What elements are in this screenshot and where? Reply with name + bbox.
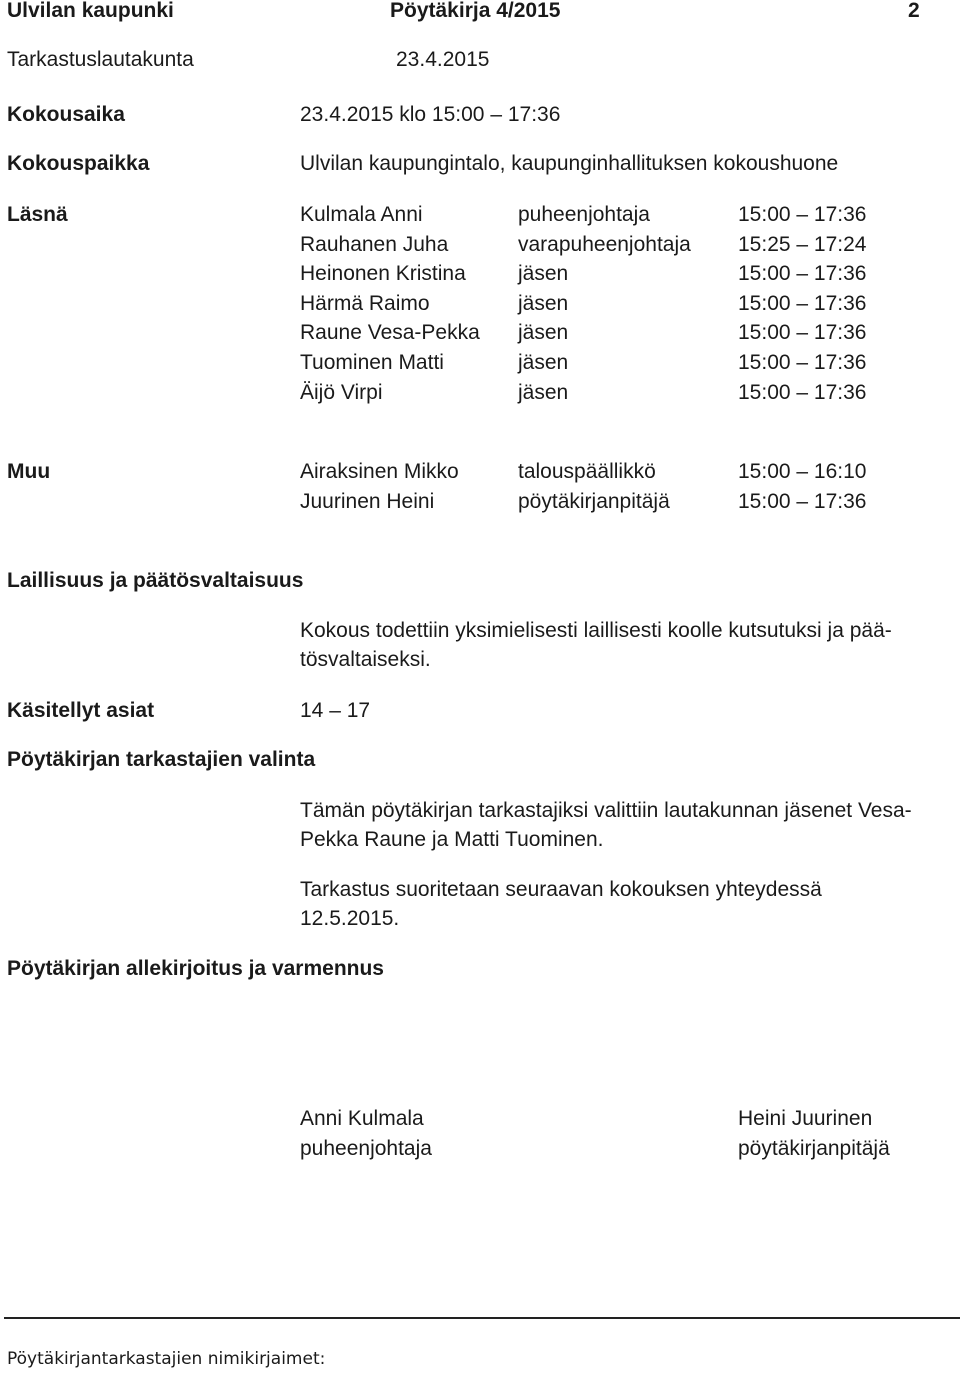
header-date: 23.4.2015 bbox=[396, 48, 490, 71]
footer-divider bbox=[4, 1317, 960, 1319]
present-label: Läsnä bbox=[7, 203, 68, 226]
attendee-role: jäsen bbox=[518, 351, 569, 374]
attendee-name: Raune Vesa-Pekka bbox=[300, 321, 480, 345]
attendee-role: jäsen bbox=[518, 321, 569, 345]
organization-name: Ulvilan kaupunki bbox=[7, 0, 174, 22]
inspection-text-line-2: 12.5.2015. bbox=[300, 907, 400, 930]
inspectors-heading: Pöytäkirjan tarkastajien valinta bbox=[7, 748, 316, 771]
meeting-place-value: Ulvilan kaupungintalo, kaupunginhallituksen kokoushuone bbox=[300, 152, 839, 175]
attendee-name: Juurinen Heini bbox=[300, 489, 435, 513]
meeting-time-value: 23.4.2015 klo 15:00 – 17:36 bbox=[300, 103, 561, 126]
signer-1-title: puheenjohtaja bbox=[300, 1137, 432, 1160]
attendee-role: talouspäällikkö bbox=[518, 460, 656, 483]
attendee-time: 15:00 – 17:36 bbox=[738, 351, 867, 374]
attendee-name: Tuominen Matti bbox=[300, 351, 444, 374]
attendee-time: 15:00 – 17:36 bbox=[738, 291, 867, 315]
attendee-time: 15:00 – 17:36 bbox=[738, 380, 867, 404]
inspection-text-line-1: Tarkastus suoritetaan seuraavan kokouksen yhteydessä bbox=[300, 878, 822, 901]
attendee-role: jäsen bbox=[518, 262, 569, 286]
attendee-name: Rauhanen Juha bbox=[300, 232, 449, 256]
attendee-name: Kulmala Anni bbox=[300, 203, 423, 226]
signer-2-name: Heini Juurinen bbox=[738, 1107, 873, 1130]
attendee-time: 15:00 – 17:36 bbox=[738, 489, 867, 513]
legality-text-line-1: Kokous todettiin yksimielisesti laillisesti koolle kutsutuksi ja pää- bbox=[300, 619, 892, 642]
attendee-role: puheenjohtaja bbox=[518, 203, 650, 226]
legality-text-line-2: tösvaltaiseksi. bbox=[300, 648, 431, 671]
inspectors-text-line-2: Pekka Raune ja Matti Tuominen. bbox=[300, 828, 604, 851]
attendee-name: Heinonen Kristina bbox=[300, 262, 466, 286]
meeting-time-label: Kokousaika bbox=[7, 103, 125, 126]
attendee-role: jäsen bbox=[518, 380, 569, 404]
meeting-place-label: Kokouspaikka bbox=[7, 152, 150, 175]
footer-initials-label: Pöytäkirjantarkastajien nimikirjaimet: bbox=[7, 1349, 326, 1369]
other-label: Muu bbox=[7, 460, 51, 483]
attendee-name: Airaksinen Mikko bbox=[300, 460, 459, 483]
attendee-role: varapuheenjohtaja bbox=[518, 232, 691, 256]
signer-1-name: Anni Kulmala bbox=[300, 1107, 424, 1130]
signing-heading: Pöytäkirjan allekirjoitus ja varmennus bbox=[7, 957, 384, 980]
attendee-time: 15:00 – 17:36 bbox=[738, 321, 867, 345]
attendee-role: pöytäkirjanpitäjä bbox=[518, 489, 670, 513]
legality-heading: Laillisuus ja päätösvaltaisuus bbox=[7, 569, 304, 592]
committee-name: Tarkastuslautakunta bbox=[7, 48, 194, 71]
attendee-time: 15:25 – 17:24 bbox=[738, 232, 867, 256]
attendee-time: 15:00 – 17:36 bbox=[738, 262, 867, 286]
inspectors-text-line-1: Tämän pöytäkirjan tarkastajiksi valittiin lautakunnan jäsenet Vesa- bbox=[300, 799, 912, 822]
signer-2-title: pöytäkirjanpitäjä bbox=[738, 1137, 890, 1160]
attendee-time: 15:00 – 17:36 bbox=[738, 203, 867, 226]
page-number: 2 bbox=[908, 0, 920, 22]
attendee-name: Härmä Raimo bbox=[300, 291, 430, 315]
document-title: Pöytäkirja 4/2015 bbox=[390, 0, 561, 22]
attendee-name: Äijö Virpi bbox=[300, 380, 383, 404]
attendee-role: jäsen bbox=[518, 291, 569, 315]
items-value: 14 – 17 bbox=[300, 699, 371, 722]
items-label: Käsitellyt asiat bbox=[7, 699, 155, 722]
attendee-time: 15:00 – 16:10 bbox=[738, 460, 867, 483]
